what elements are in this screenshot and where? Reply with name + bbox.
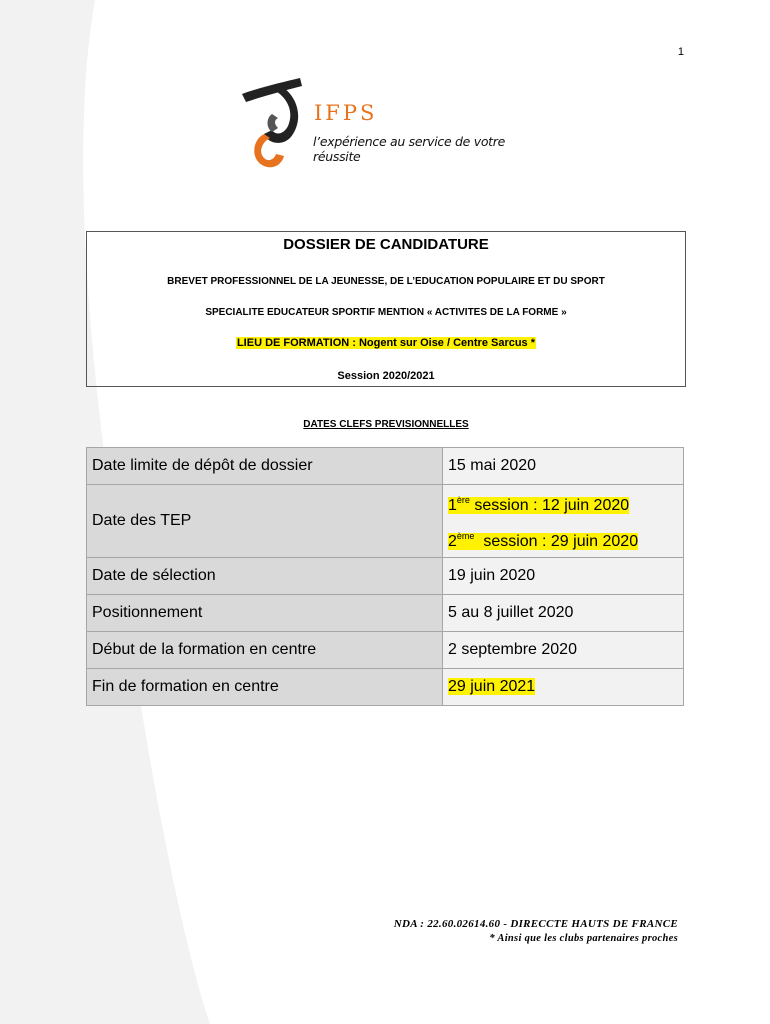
- training-location-text: LIEU DE FORMATION : Nogent sur Oise / Centre Sarcus *: [236, 337, 536, 349]
- tep-dates-cell: [443, 485, 684, 558]
- row-label: Date de sélection: [87, 558, 443, 595]
- nda-line: NDA : 22.60.02614.60 - DIRECCTE HAUTS DE FRANCE: [393, 918, 678, 930]
- logo-name: IFPS: [314, 101, 378, 125]
- row-label: Fin de formation en centre: [87, 669, 443, 706]
- table-row: [87, 595, 684, 632]
- row-label: Positionnement: [87, 595, 443, 632]
- row-label: Date limite de dépôt de dossier: [87, 448, 443, 485]
- tep-session-2: 2ème session : 29 juin 2020: [448, 531, 639, 550]
- dates-section-title: DATES CLEFS PREVISIONNELLES: [303, 419, 469, 430]
- training-location: [87, 337, 685, 349]
- ifps-logo: [238, 74, 548, 174]
- footnote: * Ainsi que les clubs partenaires proches: [489, 933, 678, 944]
- row-value: 2 septembre 2020: [443, 632, 684, 669]
- row-value: 5 au 8 juillet 2020: [443, 595, 684, 632]
- title-box: [86, 231, 686, 387]
- document-title: DOSSIER DE CANDIDATURE: [283, 236, 489, 253]
- table-row: [87, 448, 684, 485]
- logo-mark-icon: [238, 74, 308, 170]
- page-number: 1: [677, 46, 684, 58]
- final-date: 29 juin 2021: [448, 678, 536, 695]
- key-dates-table: [86, 447, 684, 706]
- table-row: [87, 632, 684, 669]
- session-line: Session 2020/2021: [337, 370, 435, 382]
- row-label: Date des TEP: [87, 485, 443, 558]
- specialty-line: SPECIALITE EDUCATEUR SPORTIF MENTION « ACTIVITES DE LA FORME »: [205, 307, 567, 318]
- row-label: Début de la formation en centre: [87, 632, 443, 669]
- table-row: [87, 485, 684, 558]
- diploma-line: BREVET PROFESSIONNEL DE LA JEUNESSE, DE L’EDUCATION POPULAIRE ET DU SPORT: [167, 276, 605, 287]
- row-value: 19 juin 2020: [443, 558, 684, 595]
- tep-session-1: 1ère session : 12 juin 2020: [448, 495, 630, 514]
- row-value-highlighted: [443, 669, 684, 706]
- footer: [394, 918, 678, 944]
- table-row: [87, 669, 684, 706]
- row-value: 15 mai 2020: [443, 448, 684, 485]
- logo-tagline: l’expérience au service de votre réussite: [313, 134, 505, 164]
- table-row: [87, 558, 684, 595]
